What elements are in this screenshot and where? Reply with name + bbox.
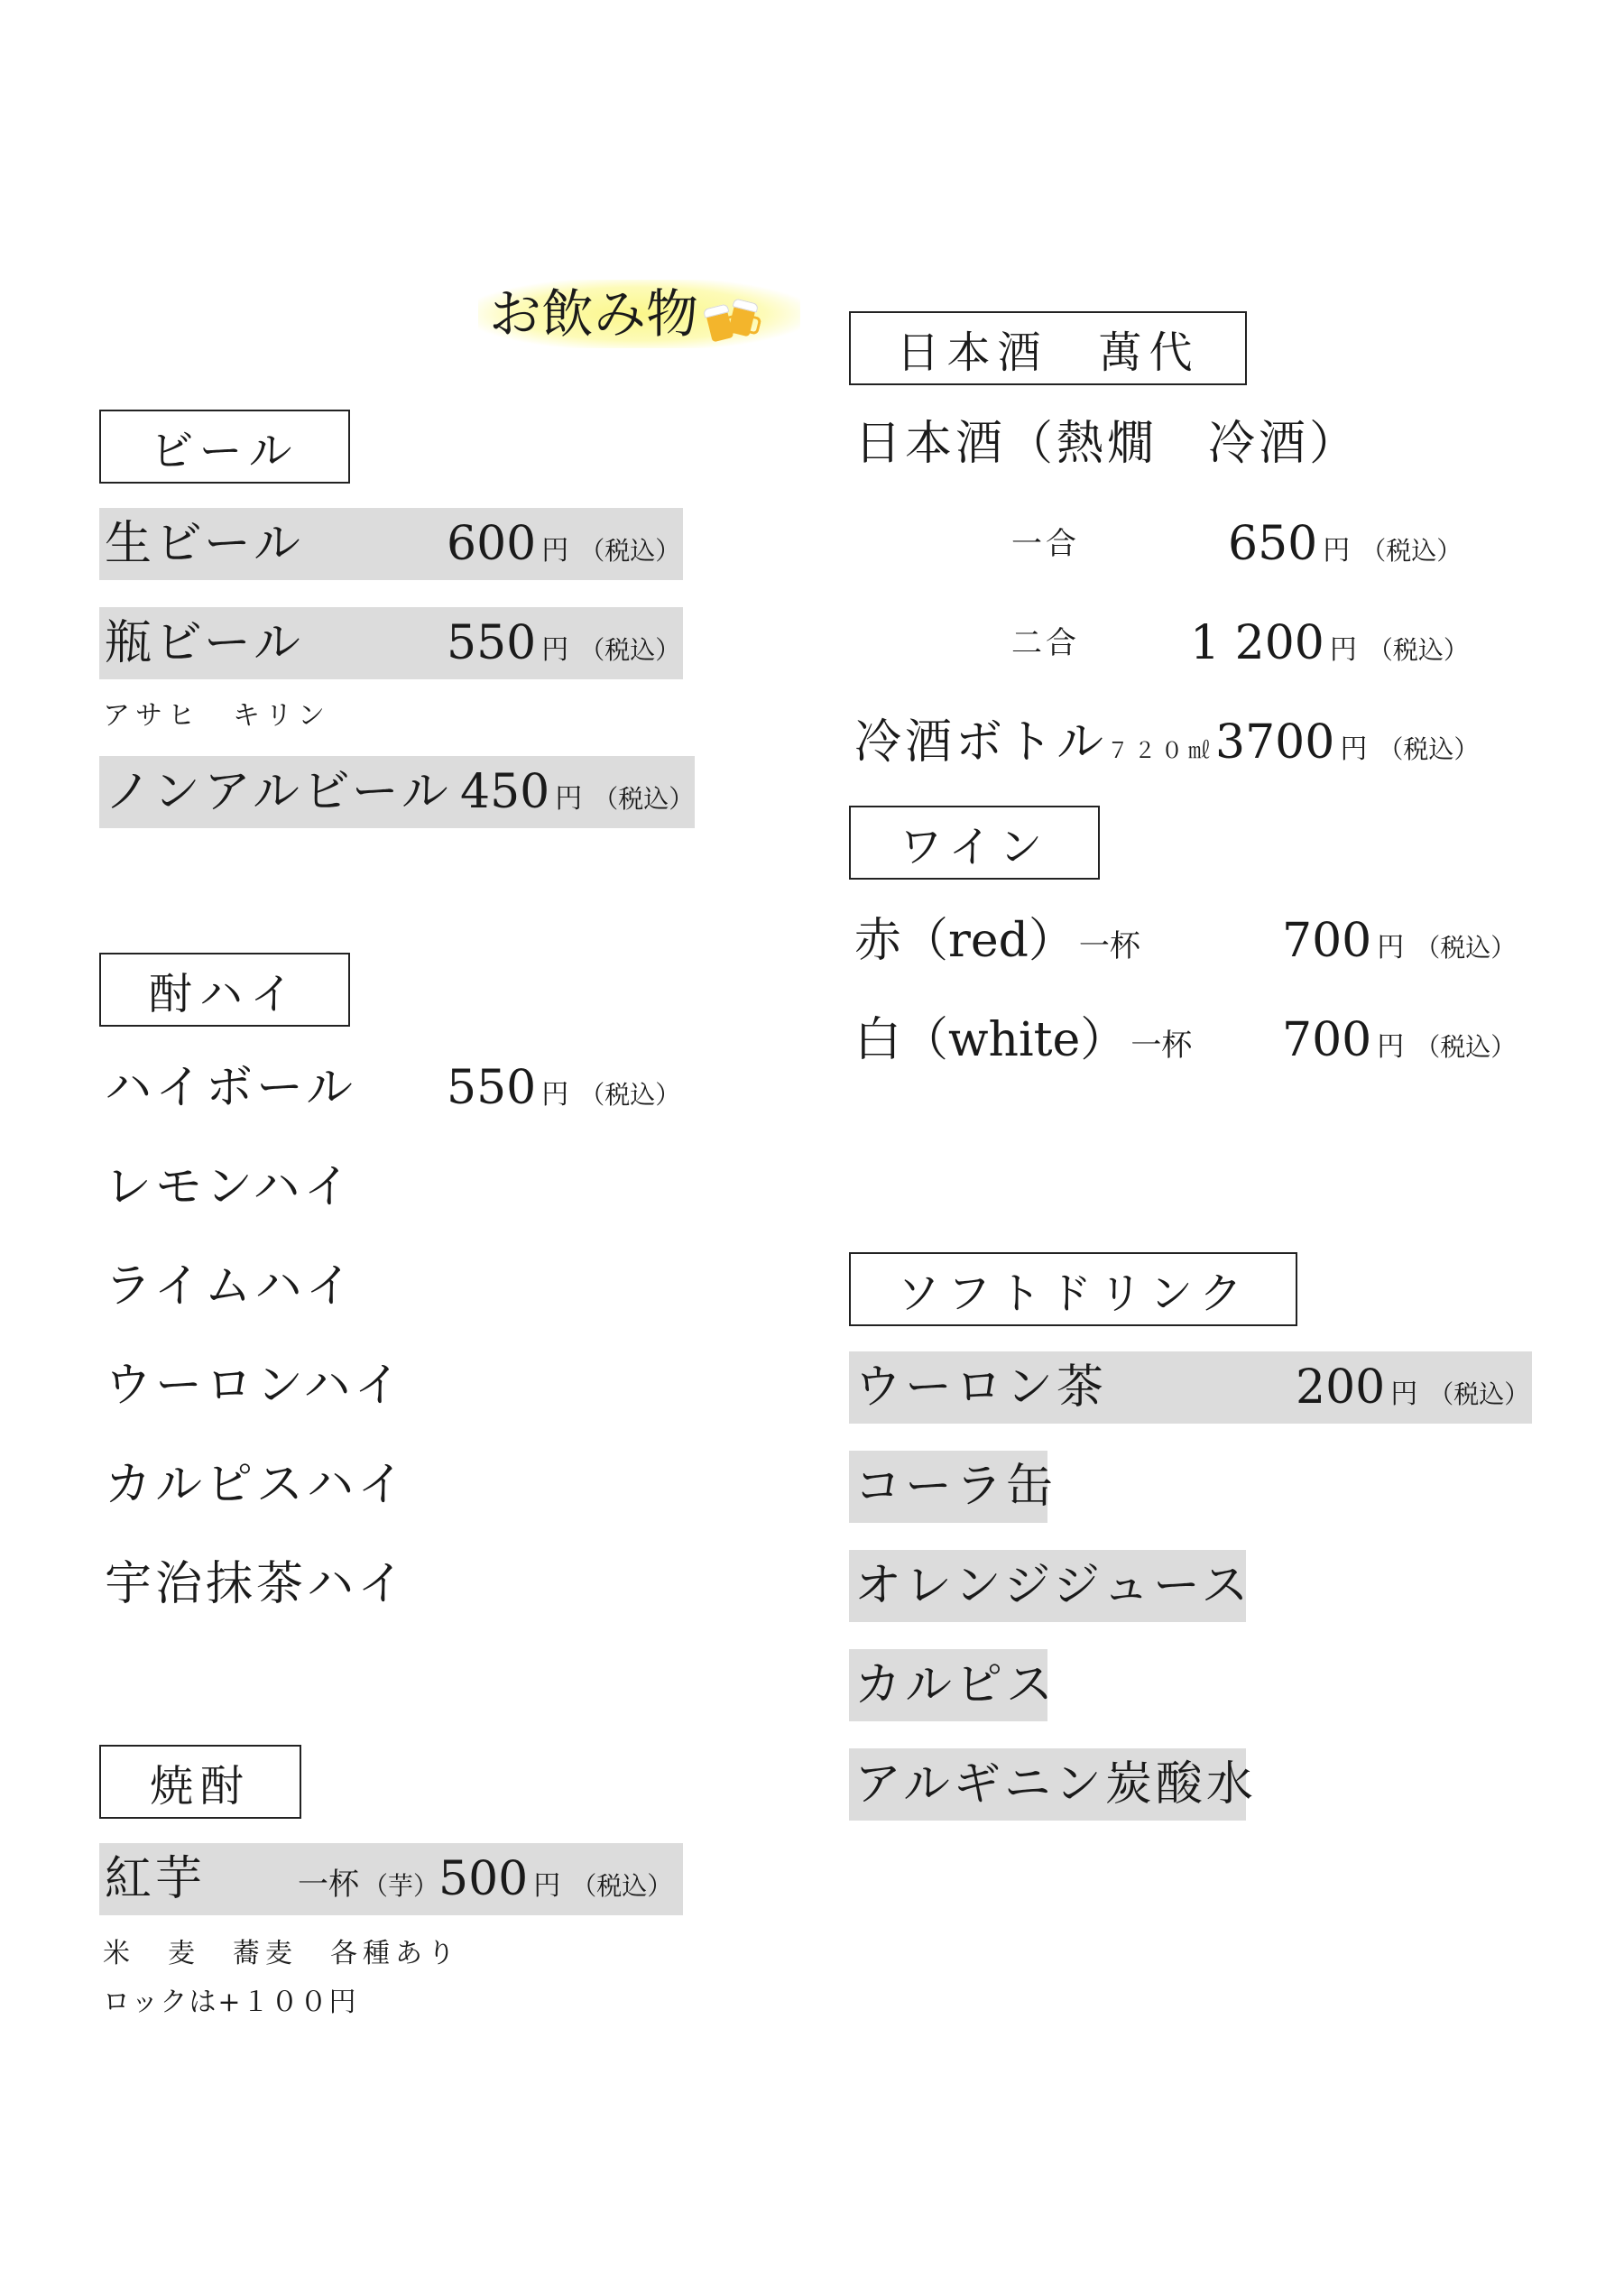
item-price [1228,508,1462,587]
item-name: レモンハイ [105,1160,355,1214]
menu-item-beni-imo [99,1843,683,1915]
menu-item-sake-ichigo [849,508,1481,580]
yen-label: 円 [541,634,569,666]
item-name: 宇治抹茶ハイ [105,1557,409,1611]
menu-item-arginine-soda [849,1748,1257,1821]
tax-label: （税込） [1415,1032,1517,1062]
menu-item-calpis-hai [99,1449,683,1521]
beer-heading-text: ビール [150,425,300,476]
item-name: 二合 [1011,625,1080,661]
item-price [447,1052,680,1131]
sake-subheading-text: 日本酒（熱燗 冷酒） [854,417,1361,471]
item-name: ライムハイ [105,1259,356,1314]
yen-label: 円 [541,535,569,567]
item-name: 一合 [1011,526,1080,562]
sake-subheading [849,408,1481,480]
item-price [1296,1351,1529,1431]
sake-heading-text: 日本酒 萬代 [896,327,1200,378]
section-heading-beer [99,410,350,484]
item-name: ウーロン茶 [854,1360,1108,1415]
shochu-note-varieties: 米 麦 蕎麦 各種あり [103,1938,460,1969]
page-title [478,280,800,348]
unit-label: 一杯 [298,1867,359,1903]
bottle-volume: ７２０㎖ [1107,738,1216,763]
section-heading-chuhai [99,953,350,1027]
menu-item-oolong-hai [99,1350,683,1422]
price-value: 550 [447,1061,537,1115]
item-name: 瓶ビール [105,616,304,670]
price-value: 600 [447,517,537,571]
price-value: 550 [447,616,537,670]
menu-item-non-alcohol-beer [99,756,695,828]
menu-item-sake-nigo [849,607,1481,679]
item-name [854,1004,1192,1082]
wine-heading-text: ワイン [899,821,1050,872]
price-value: 450 [460,765,550,819]
menu-item-white-wine [849,1004,1535,1076]
menu-item-bottled-beer [99,607,683,679]
item-name: コーラ缶 [854,1460,1057,1514]
price-value: 700 [1282,1013,1372,1067]
menu-item-red-wine [849,905,1535,977]
unit-label: 一杯 [1130,1028,1193,1064]
item-name [854,706,1479,787]
menu-item-cola [849,1451,1057,1523]
chuhai-heading-text: 酎ハイ [148,968,300,1019]
section-heading-wine [849,806,1100,880]
item-price [447,508,680,587]
beer-mugs-icon [706,295,758,342]
section-heading-sake [849,311,1247,385]
price-value: 500 [438,1852,529,1906]
item-name: オレンジジュース [854,1559,1252,1613]
price-value: 700 [1282,914,1372,968]
item-price [460,756,694,835]
shochu-note-rock: ロックは+１００円 [103,1987,358,2018]
tax-label: （税込） [571,1871,673,1901]
menu-item-draft-beer [99,508,683,580]
page-title-text: お飲み物 [489,283,699,345]
tax-label: （税込） [1367,635,1469,665]
tax-label: （税込） [1415,933,1517,963]
shochu-heading-text: 焼酎 [149,1760,251,1812]
menu-item-calpis [849,1649,1057,1721]
tax-label: （税込） [1361,536,1463,566]
item-name: アルギニン炭酸水 [854,1757,1257,1812]
menu-item-sake-bottle [849,706,1481,779]
yen-label: 円 [1340,733,1368,765]
item-price [298,1843,672,1923]
beer-brands-note: アサヒ キリン [103,700,330,732]
yen-label: 円 [533,1870,561,1902]
menu-item-orange-juice [849,1550,1252,1622]
tax-label: （税込） [1428,1379,1530,1409]
item-name: 紅芋 [105,1852,207,1906]
soft-heading-text: ソフトドリンク [896,1268,1250,1319]
menu-item-lemon-hai [99,1151,683,1223]
item-name: ウーロンハイ [105,1359,405,1413]
tax-label: （税込） [593,784,695,814]
yen-label: 円 [1390,1379,1418,1410]
unit-label: 一杯 [1078,928,1140,964]
item-price [1282,905,1516,984]
tax-label: （税込） [579,635,681,665]
item-name: ハイボール [105,1061,356,1115]
tax-label: （税込） [1378,734,1480,764]
menu-item-highball [99,1052,683,1124]
bottle-name: 冷酒ボトル [854,715,1108,770]
section-heading-soft-drinks [849,1252,1297,1326]
wine-name: 白（white） [854,1013,1128,1067]
yen-label: 円 [541,1079,569,1111]
yen-label: 円 [1329,634,1357,666]
item-name [854,905,1140,982]
price-value: 200 [1296,1360,1386,1415]
sub-label: （芋） [363,1871,439,1901]
price-value: 1 200 [1190,616,1324,670]
wine-name: 赤（red） [854,914,1075,968]
menu-item-lime-hai [99,1250,683,1323]
yen-label: 円 [1377,1031,1405,1063]
tax-label: （税込） [579,536,681,566]
item-name: カルピスハイ [105,1458,409,1512]
menu-item-matcha-hai [99,1548,683,1620]
tax-label: （税込） [579,1080,681,1110]
item-price [1282,1004,1516,1083]
section-heading-shochu [99,1745,301,1819]
menu-item-oolong-tea [849,1351,1532,1424]
item-name: 生ビール [105,517,304,571]
item-price [447,607,680,687]
item-price [1190,607,1469,687]
item-name: ノンアルビール [105,765,452,819]
yen-label: 円 [1377,932,1405,964]
yen-label: 円 [1323,535,1351,567]
yen-label: 円 [555,783,583,815]
price-value: 650 [1228,517,1318,571]
price-value: 3700 [1215,715,1335,770]
item-name: カルピス [854,1658,1057,1712]
